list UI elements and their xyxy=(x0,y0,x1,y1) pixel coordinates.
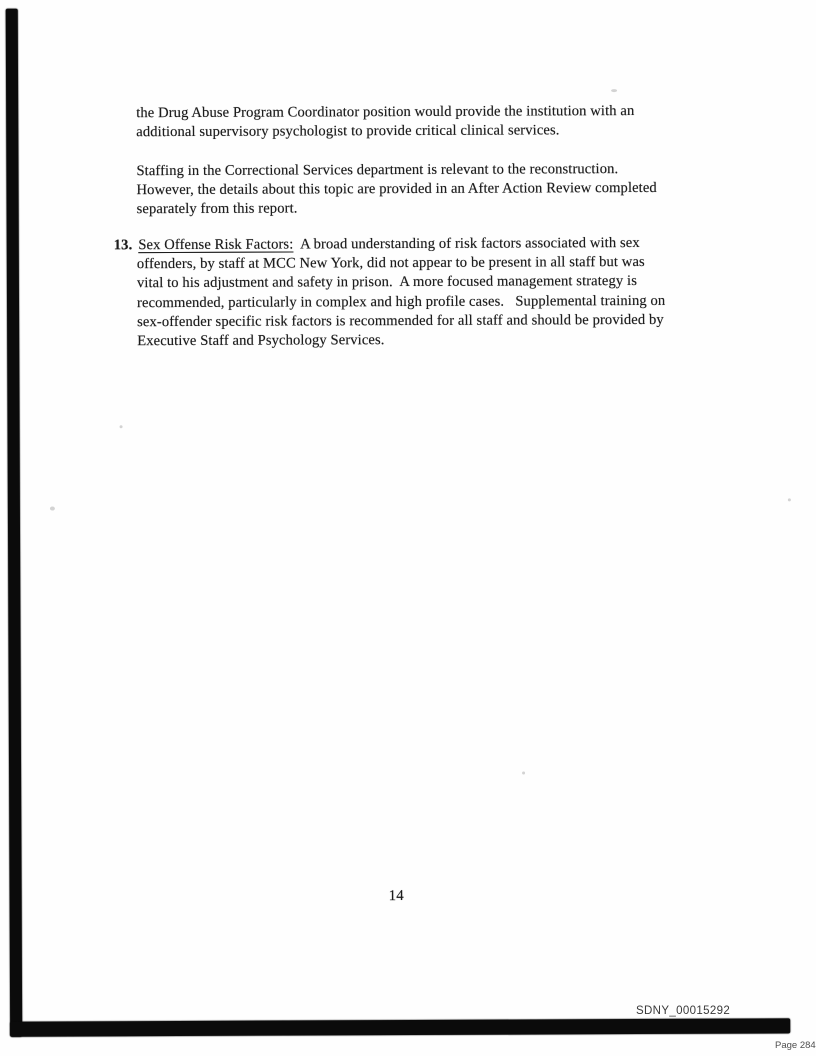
list-item-first-line xyxy=(114,234,665,256)
list-item-line: recommended, particularly in complex and high profile cases. Supplemental training on xyxy=(136,292,666,311)
scan-edge-artifact-left xyxy=(6,9,22,1037)
list-item-line: offenders, by staff at MCC New York, did not appear to be present in all staff but was xyxy=(136,254,645,273)
footer-page-label: Page 284 xyxy=(775,1040,816,1051)
list-item-heading: Sex Offense Risk Factors: xyxy=(138,236,294,254)
list-item-line: vital to his adjustment and safety in prison. A more focused management strategy is xyxy=(136,273,637,292)
list-item-number: 13. xyxy=(113,237,133,254)
paragraph-line: additional supervisory psychologist to provide critical clinical services. xyxy=(136,122,560,141)
list-item-text: A broad understanding of risk factors associated with sex xyxy=(293,234,640,253)
paragraph-line: separately from this report. xyxy=(136,200,298,218)
paragraph-drug-abuse-coordinator xyxy=(136,102,634,143)
paragraph-line: However, the details about this topic are provided in an After Action Review completed xyxy=(136,180,657,199)
page-number: 14 xyxy=(388,888,404,905)
scan-speck xyxy=(50,507,55,511)
bates-number-stamp: SDNY_00015292 xyxy=(636,1005,731,1017)
list-item-line: Executive Staff and Psychology Services. xyxy=(137,332,385,350)
scan-speck xyxy=(522,771,525,774)
scan-edge-artifact-bottom xyxy=(10,1018,790,1036)
scan-speck xyxy=(120,425,123,428)
paragraph-line: the Drug Abuse Program Coordinator position would provide the institution with an xyxy=(136,103,635,122)
list-item-line: sex-offender specific risk factors is recommended for all staff and should be provided by xyxy=(137,311,664,330)
paragraph-staffing-correctional-services xyxy=(136,160,657,220)
scan-speck xyxy=(611,89,617,92)
scan-speck xyxy=(788,498,791,501)
paragraph-line: Staffing in the Correctional Services department is relevant to the reconstruction. xyxy=(136,161,619,180)
list-item-13 xyxy=(114,234,666,352)
